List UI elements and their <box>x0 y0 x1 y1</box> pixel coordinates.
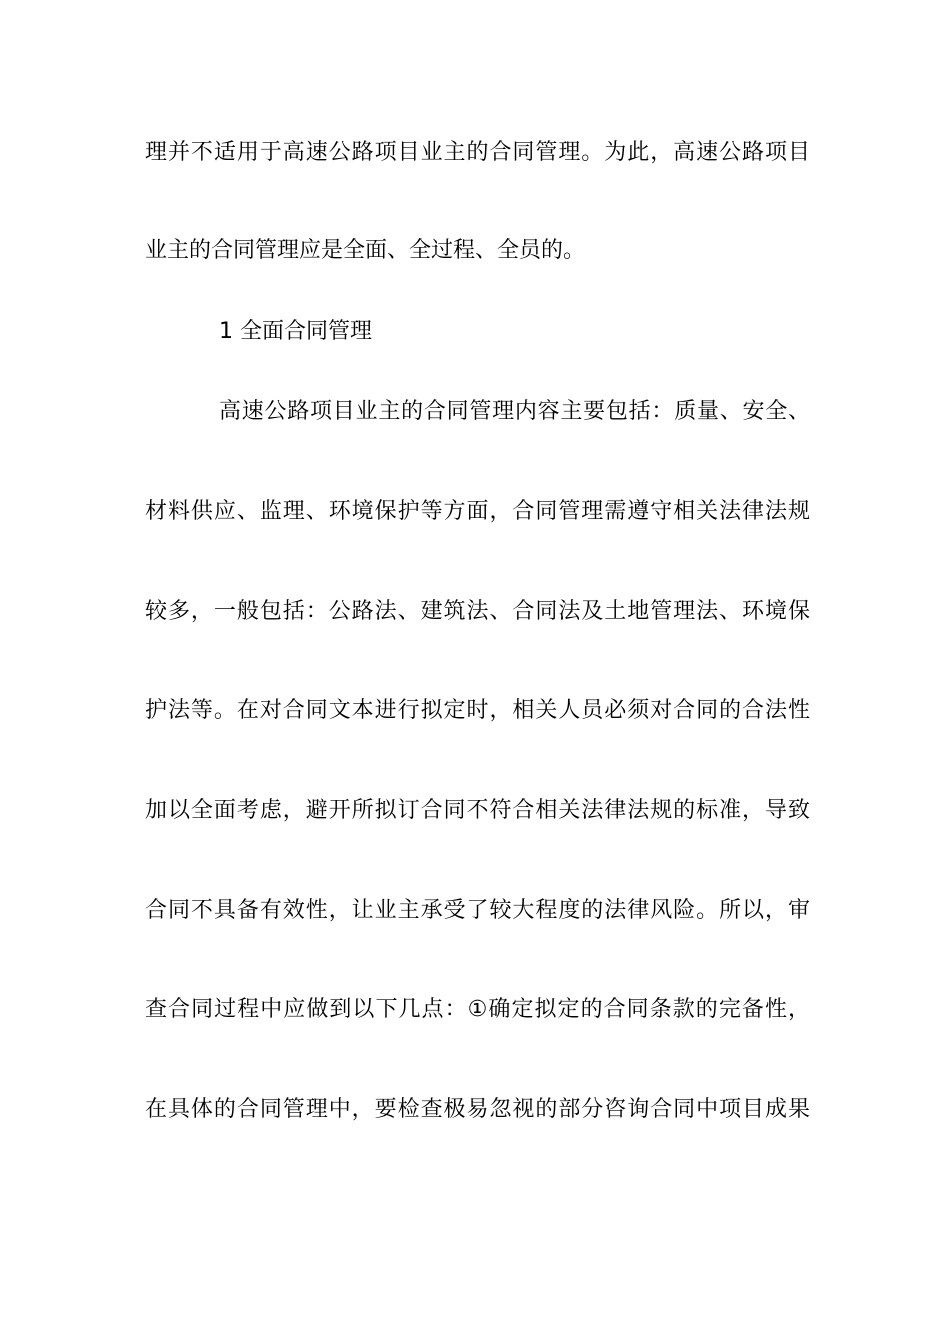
paragraph-line: 在具体的合同管理中，要检查极易忽视的部分咨询合同中项目成果 <box>145 1097 810 1122</box>
paragraph-line: 理并不适用于高速公路项目业主的合同管理。为此，高速公路项目 <box>145 140 810 165</box>
section-heading: 1 全面合同管理 <box>219 319 372 344</box>
paragraph-line: 护法等。在对合同文本进行拟定时，相关人员必须对合同的合法性 <box>145 698 810 723</box>
paragraph-line: 高速公路项目业主的合同管理内容主要包括：质量、安全、 <box>219 399 810 424</box>
paragraph-line: 查合同过程中应做到以下几点：①确定拟定的合同条款的完备性， <box>145 997 810 1022</box>
paragraph-line: 合同不具备有效性，让业主承受了较大程度的法律风险。所以，审 <box>145 898 810 923</box>
paragraph-line: 业主的合同管理应是全面、全过程、全员的。 <box>145 238 586 263</box>
paragraph-line: 加以全面考虑，避开所拟订合同不符合相关法律法规的标准，导致 <box>145 798 810 823</box>
paragraph-line: 较多，一般包括：公路法、建筑法、合同法及土地管理法、环境保 <box>145 599 810 624</box>
paragraph-line: 材料供应、监理、环境保护等方面，合同管理需遵守相关法律法规 <box>145 499 810 524</box>
